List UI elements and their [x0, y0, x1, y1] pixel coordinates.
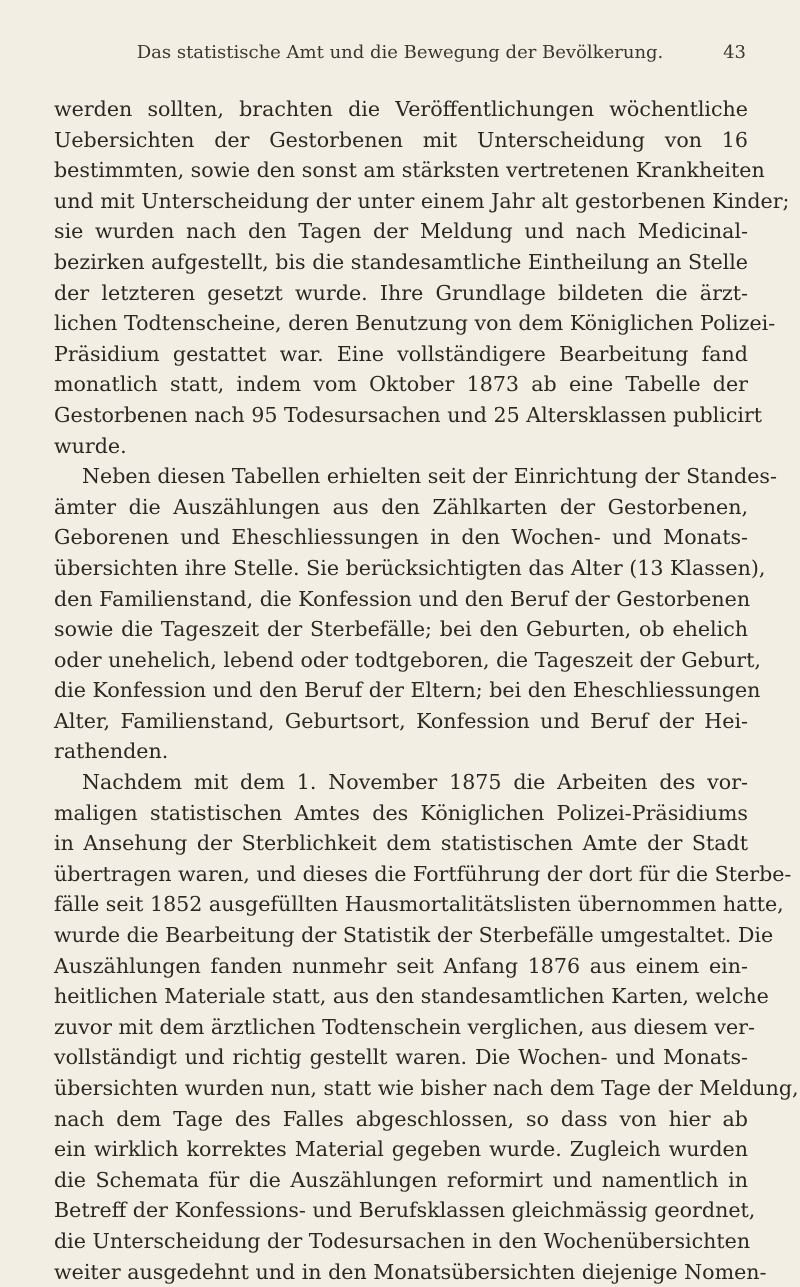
- text-line: maligen statistischen Amtes des Königlichen Polizei-Präsidiums: [54, 800, 748, 825]
- text-line: die Unterscheidung der Todesursachen in den Wochenübersichten: [54, 1228, 751, 1253]
- text-line: Alter, Familienstand, Geburtsort, Konfession und Beruf der Hei-: [54, 708, 748, 733]
- text-line: lichen Todtenscheine, deren Benutzung von dem Königlichen Polizei-: [54, 311, 776, 336]
- text-line: in Ansehung der Sterblichkeit dem statistischen Amte der Stadt: [54, 831, 748, 856]
- text-line: sowie die Tageszeit der Sterbefälle; bei den Geburten, ob ehelich: [54, 617, 748, 642]
- paragraph: [54, 767, 799, 1287]
- text-line: bestimmten, sowie den sonst am stärksten vertretenen Krankheiten: [54, 158, 765, 183]
- text-line: rathenden.: [54, 739, 169, 764]
- text-line: heitlichen Materiale statt, aus den standesamtlichen Karten, welche: [54, 984, 769, 1009]
- text-line: die Schemata für die Auszählungen reformirt und namentlich in: [54, 1167, 748, 1192]
- text-line: weiter ausgedehnt und in den Monatsübersichten diejenige Nomen-: [54, 1259, 767, 1284]
- text-line: Uebersichten der Gestorbenen mit Unterscheidung von 16: [54, 127, 748, 152]
- text-line: ämter die Auszählungen aus den Zählkarten der Gestorbenen,: [54, 494, 748, 519]
- paragraph: [54, 94, 790, 461]
- text-line: nach dem Tage des Falles abgeschlossen, so dass von hier ab: [54, 1106, 748, 1131]
- text-line: und mit Unterscheidung der unter einem Jahr alt gestorbenen Kinder;: [54, 188, 790, 213]
- text-line: monatlich statt, indem vom Oktober 1873 ab eine Tabelle der: [54, 372, 748, 397]
- text-line: wurde.: [54, 433, 127, 458]
- text-line: übersichten wurden nun, statt wie bisher nach dem Tage der Meldung,: [54, 1076, 799, 1100]
- text-line: die Konfession und den Beruf der Eltern; bei den Eheschliessungen: [54, 678, 761, 703]
- text-line: ein wirklich korrektes Material gegeben wurde. Zugleich wurden: [54, 1137, 748, 1162]
- text-line: sie wurden nach den Tagen der Meldung und nach Medicinal-: [54, 219, 748, 244]
- text-line: Auszählungen fanden nunmehr seit Anfang 1876 aus einem ein-: [54, 953, 748, 978]
- text-line: den Familienstand, die Konfession und den Beruf der Gestorbenen: [54, 586, 751, 611]
- text-line: werden sollten, brachten die Veröffentlichungen wöchentliche: [54, 97, 748, 121]
- text-line: Präsidium gestattet war. Eine vollständigere Bearbeitung fand: [54, 341, 748, 366]
- text-line: oder unehelich, lebend oder todtgeboren, die Tageszeit der Geburt,: [54, 647, 761, 672]
- text-line: Nachdem mit dem 1. November 1875 die Arbeiten des vor-: [82, 770, 748, 795]
- text-line: übertragen waren, und dieses die Fortführung der dort für die Sterbe-: [54, 861, 792, 886]
- text-line: fälle seit 1852 ausgefüllten Hausmortalitätslisten übernommen hatte,: [54, 892, 784, 917]
- paragraph: [54, 461, 777, 767]
- body-text: [54, 94, 799, 1287]
- text-line: Neben diesen Tabellen erhielten seit der Einrichtung der Standes-: [82, 464, 777, 489]
- running-title: Das statistische Amt und die Bewegung der Bevölkerung.: [136, 42, 664, 63]
- text-line: Geborenen und Eheschliessungen in den Wochen- und Monats-: [54, 525, 748, 550]
- page-number: 43: [723, 42, 746, 63]
- text-line: vollständigt und richtig gestellt waren. Die Wochen- und Monats-: [54, 1045, 748, 1070]
- text-line: übersichten ihre Stelle. Sie berücksichtigten das Alter (13 Klassen),: [54, 555, 766, 580]
- text-line: Gestorbenen nach 95 Todesursachen und 25 Altersklassen publicirt: [54, 402, 763, 427]
- text-line: der letzteren gesetzt wurde. Ihre Grundlage bildeten die ärzt-: [54, 280, 748, 305]
- text-line: bezirken aufgestellt, bis die standesamtliche Eintheilung an Stelle: [54, 249, 748, 274]
- text-line: Betreff der Konfessions- und Berufsklassen gleichmässig geordnet,: [54, 1198, 756, 1223]
- text-line: wurde die Bearbeitung der Statistik der Sterbefälle umgestaltet. Die: [54, 923, 774, 948]
- text-line: zuvor mit dem ärztlichen Todtenschein verglichen, aus diesem ver-: [54, 1014, 755, 1039]
